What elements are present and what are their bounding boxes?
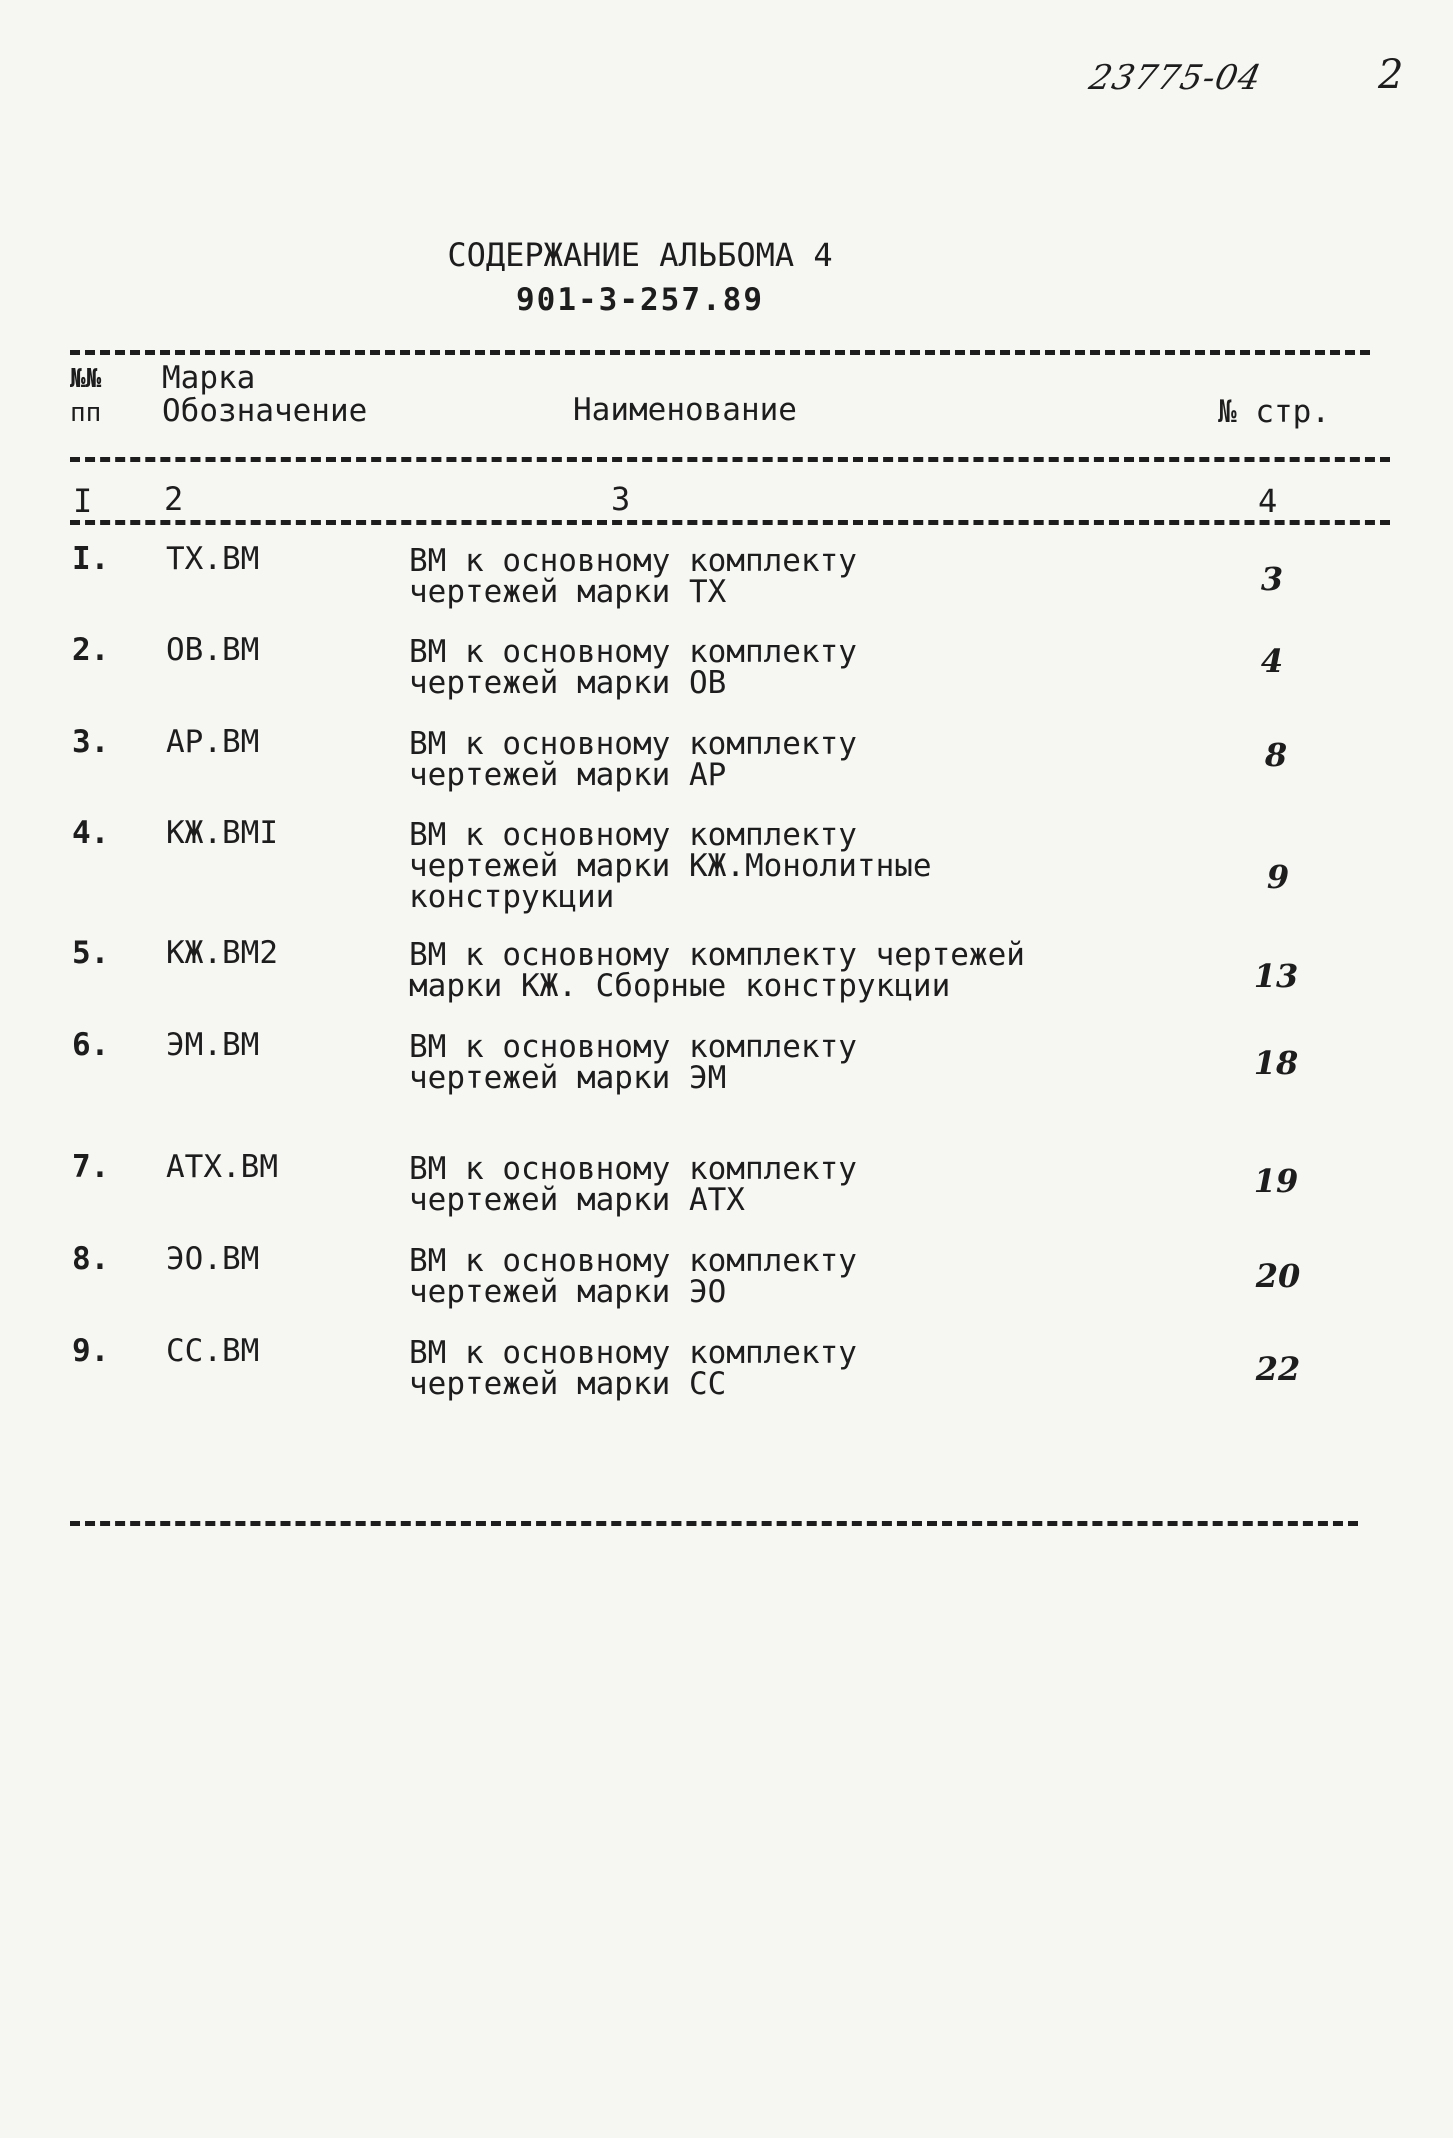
row-code: ЭО.ВМ — [166, 1241, 260, 1277]
row-name-line: чертежей марки ОВ — [409, 665, 727, 701]
row-name — [409, 817, 932, 915]
row-name-line: ВМ к основному комплекту — [409, 726, 857, 762]
row-name-line: марки КЖ. Сборные конструкции — [409, 968, 951, 1004]
page-number: 2 — [1378, 52, 1404, 98]
row-page: 20 — [1255, 1257, 1301, 1295]
row-name — [409, 1243, 857, 1310]
row-code: СС.ВМ — [166, 1333, 260, 1369]
row-name-line: чертежей марки СС — [409, 1366, 727, 1402]
row-code: ЭМ.ВМ — [166, 1027, 260, 1063]
row-name-line: ВМ к основному комплекту — [409, 817, 857, 853]
row-name-line: чертежей марки АТХ — [409, 1182, 745, 1218]
row-name-line: ВМ к основному комплекту — [409, 634, 857, 670]
header-page: № стр. — [1218, 394, 1330, 430]
row-name-line: ВМ к основному комплекту — [409, 1151, 857, 1187]
row-code: АР.ВМ — [166, 724, 260, 760]
row-name-line: чертежей марки ТХ — [409, 574, 727, 610]
row-name-line: чертежей марки ЭО — [409, 1274, 727, 1310]
row-page: 3 — [1260, 560, 1284, 598]
row-page: 19 — [1253, 1162, 1299, 1200]
row-code: АТХ.ВМ — [166, 1149, 278, 1185]
row-name-line: чертежей марки КЖ.Монолитные — [409, 848, 932, 884]
row-name — [409, 1335, 857, 1402]
header-num-line1: №№ — [70, 364, 102, 394]
column-number-3: 3 — [611, 480, 631, 518]
row-number: 6. — [72, 1027, 110, 1063]
row-code: КЖ.ВМ2 — [166, 935, 278, 971]
row-number: 2. — [72, 632, 110, 668]
row-number: 7. — [72, 1149, 110, 1185]
row-page: 9 — [1266, 858, 1290, 896]
row-name-line: ВМ к основному комплекту чертежей — [409, 937, 1025, 973]
row-name-line: ВМ к основному комплекту — [409, 1029, 857, 1065]
row-name-line: чертежей марки ЭМ — [409, 1060, 727, 1096]
row-name-line: конструкции — [409, 879, 615, 915]
header-num — [70, 362, 101, 430]
row-number: 9. — [72, 1333, 110, 1369]
row-name-line: ВМ к основному комплекту — [409, 543, 857, 579]
row-page: 18 — [1253, 1044, 1299, 1082]
row-name — [409, 937, 1025, 1004]
row-name — [409, 1029, 857, 1096]
row-code: ОВ.ВМ — [166, 632, 260, 668]
row-number: 8. — [72, 1241, 110, 1277]
row-number: 3. — [72, 724, 110, 760]
row-name — [409, 543, 857, 610]
divider-header — [70, 457, 1390, 462]
divider-top — [70, 350, 1370, 355]
column-number-4: 4 — [1258, 482, 1278, 520]
row-code: КЖ.ВМI — [166, 815, 278, 851]
row-name — [409, 1151, 857, 1218]
row-page: 22 — [1255, 1350, 1301, 1388]
row-name-line: ВМ к основному комплекту — [409, 1243, 857, 1279]
row-name-line: чертежей марки АР — [409, 757, 727, 793]
project-number: 901-3-257.89 — [516, 282, 764, 318]
row-number: I. — [72, 541, 110, 577]
row-name — [409, 634, 857, 701]
divider-column-numbers — [70, 520, 1390, 525]
column-number-2: 2 — [164, 480, 184, 518]
document-code: 23775-04 — [1085, 58, 1266, 98]
row-page: 13 — [1253, 957, 1299, 995]
row-name-line: ВМ к основному комплекту — [409, 1335, 857, 1371]
page-title: СОДЕРЖАНИЕ АЛЬБОМА 4 — [447, 236, 833, 274]
row-page: 4 — [1260, 642, 1284, 680]
row-number: 5. — [72, 935, 110, 971]
header-mark-line1: Марка — [162, 360, 256, 396]
row-name — [409, 726, 857, 793]
row-page: 8 — [1264, 736, 1288, 774]
divider-bottom — [70, 1521, 1358, 1526]
column-number-1: I — [73, 482, 93, 520]
row-code: ТХ.ВМ — [166, 541, 260, 577]
row-number: 4. — [72, 815, 110, 851]
header-mark — [162, 362, 367, 428]
header-name: Наименование — [573, 392, 797, 428]
header-num-line2: пп — [70, 398, 102, 428]
header-mark-line2: Обозначение — [162, 393, 368, 429]
